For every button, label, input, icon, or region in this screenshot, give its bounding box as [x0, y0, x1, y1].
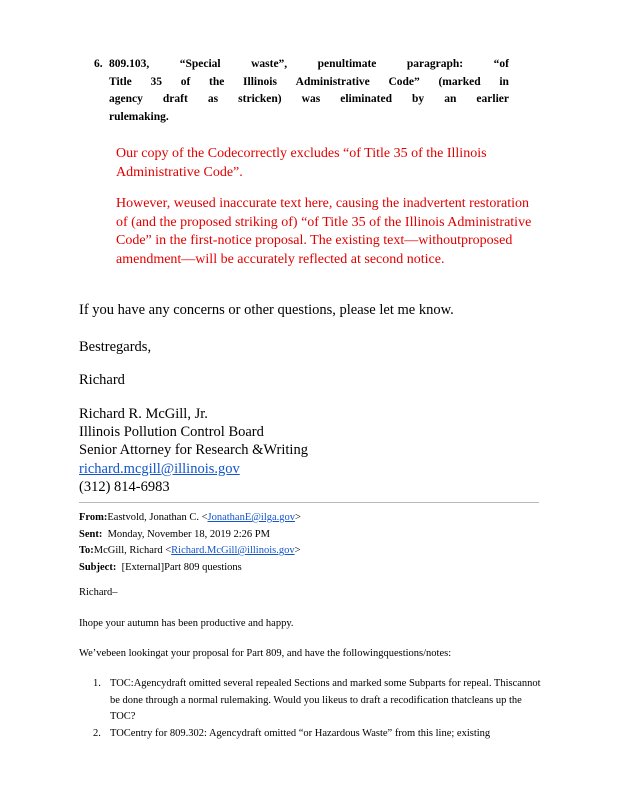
to-row [79, 543, 301, 560]
comment-paragraph-1: Our copy of the Codecorrectly excludes “of Title 35 of the Illinois Administrative Code”. [116, 146, 487, 180]
word: as [207, 93, 219, 105]
signature-name: Richard R. McGill, Jr. [79, 406, 208, 422]
from-close: > [295, 512, 301, 523]
to-name: McGill, Richard < [93, 545, 172, 556]
sender-first-name: Richard [79, 372, 125, 388]
from-row [79, 510, 301, 527]
list-number: 1. [93, 678, 101, 689]
word: earlier [476, 93, 509, 105]
word: agency [109, 93, 143, 105]
to-email-link[interactable]: Richard.McGill@illinois.gov [171, 545, 295, 556]
message-hope: Ihope your autumn has been productive and happy. [79, 618, 294, 629]
concerns-line: If you have any concerns or other questions, please let me know. [79, 302, 454, 318]
word: Title [109, 75, 132, 88]
word: penultimate [317, 58, 377, 70]
word: in [499, 75, 509, 88]
word: Administrative [295, 75, 370, 88]
word: of [180, 75, 191, 88]
from-name: Eastvold, Jonathan C. < [107, 512, 208, 523]
word: draft [162, 93, 188, 105]
list-item-text: TOC:Agencydraft omitted several repealed Sections and marked some Subparts for repeal. Thiscannot be done through a normal rulemaking. Would you likeus to draft a recodification thatcleans up the TOC? [110, 678, 541, 722]
to-close: > [294, 545, 301, 556]
sent-row [79, 527, 301, 544]
subject-value: [External]Part 809 questions [121, 561, 242, 573]
signature-phone: (312) 814-6983 [79, 478, 170, 495]
regards-line: Bestregards, [79, 339, 152, 355]
list-item [93, 726, 543, 743]
word: waste”, [251, 58, 288, 70]
from-label: From: [79, 512, 108, 523]
questions-list [93, 676, 543, 742]
word: eliminated [340, 93, 392, 105]
word: “Special [179, 58, 221, 70]
forwarded-header [79, 510, 301, 576]
list-item-text [109, 56, 509, 126]
word: Illinois [243, 75, 277, 88]
to-label: To: [79, 545, 94, 556]
list-item-text: TOCentry for 809.302: Agencydraft omitted “or Hazardous Waste” from this line; existing [110, 727, 491, 739]
subject-label: Subject: [79, 561, 117, 573]
text-line [109, 91, 509, 109]
text-line [109, 74, 509, 92]
text-line [109, 56, 509, 74]
subject-row [79, 560, 301, 577]
word: the [209, 75, 225, 88]
email-signature [79, 405, 308, 496]
signature-title: Senior Attorney for Research &Writing [79, 442, 308, 459]
list-item [93, 676, 543, 726]
word: an [444, 93, 457, 105]
from-email-link[interactable]: JonathanE@ilga.gov [207, 512, 296, 523]
word: stricken) [238, 93, 282, 105]
message-intro: We’vebeen lookingat your proposal for Part 809, and have the followingquestions/notes: [79, 648, 452, 659]
word: was [301, 93, 321, 105]
sent-label: Sent: [79, 528, 103, 540]
list-number: 6. [94, 58, 103, 70]
word: by [412, 93, 425, 105]
word: rulemaking. [109, 110, 169, 123]
word: 809.103, [109, 58, 150, 70]
word: (marked [438, 75, 481, 88]
signature-org: Illinois Pollution Control Board [79, 424, 264, 441]
text-line [109, 109, 509, 127]
comment-paragraph-2: However, weused inaccurate text here, causing the inadvertent restoration of (and the proposed striking of) “of Title 35 of the Illinois Administrative Code” in the first-notice proposal. The existing text—withoutproposed amendment—will be accurately reflected at second notice. [116, 196, 532, 267]
list-number: 2. [93, 727, 101, 739]
word: “of [493, 58, 509, 70]
signature-email-link[interactable]: richard.mcgill@illinois.gov [79, 460, 240, 477]
sent-value: Monday, November 18, 2019 2:26 PM [107, 528, 270, 540]
word: 35 [150, 75, 162, 88]
divider [79, 502, 539, 503]
word: Code” [388, 75, 420, 88]
word: paragraph: [406, 58, 464, 70]
message-greeting: Richard– [79, 587, 118, 598]
